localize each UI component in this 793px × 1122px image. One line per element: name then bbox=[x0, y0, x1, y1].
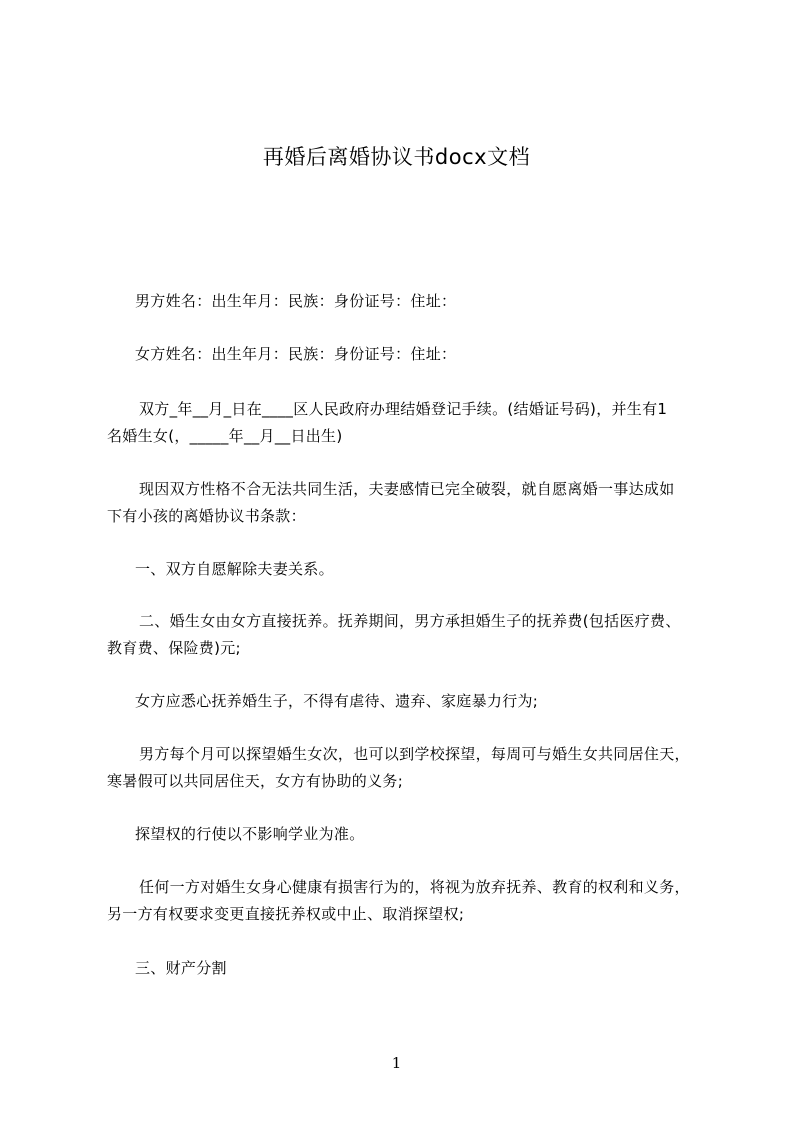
paragraph-marriage-registration bbox=[107, 396, 707, 450]
paragraph-visitation bbox=[107, 741, 707, 795]
paragraph-line: 三、财产分割 bbox=[135, 959, 227, 977]
paragraph-clause-three bbox=[107, 955, 707, 982]
paragraph-line: 现因双方性格不合无法共同生活，夫妻感情已完全破裂，就自愿离婚一事达成如 bbox=[139, 480, 675, 498]
paragraph-line: 下有小孩的离婚协议书条款： bbox=[107, 507, 306, 525]
paragraph-line: 女方应悉心抚养婚生子，不得有虐待、遗弃、家庭暴力行为; bbox=[135, 692, 539, 710]
paragraph-male-info bbox=[107, 288, 707, 315]
paragraph-line: 二、婚生女由女方直接抚养。抚养期间，男方承担婚生子的抚养费(包括医疗费、 bbox=[139, 612, 681, 630]
paragraph-clause-one bbox=[107, 556, 707, 583]
paragraph-line: 名婚生女(，_____年__月__日出生) bbox=[107, 427, 343, 445]
paragraph-divorce-reason bbox=[107, 476, 707, 530]
paragraph-line: 探望权的行使以不影响学业为准。 bbox=[135, 825, 365, 843]
paragraph-line: 一、双方自愿解除夫妻关系。 bbox=[135, 560, 334, 578]
paragraph-line: 任何一方对婚生女身心健康有损害行为的，将视为放弃抚养、教育的权利和义务， bbox=[139, 878, 690, 896]
document-title: 再婚后离婚协议书docx文档 bbox=[262, 145, 531, 169]
paragraph-line: 男方每个月可以探望婚生女次，也可以到学校探望，每周可与婚生女共同居住天， bbox=[139, 745, 690, 763]
paragraph-visitation-limit bbox=[107, 821, 707, 848]
paragraph-clause-two bbox=[107, 608, 707, 662]
paragraph-harm-clause bbox=[107, 874, 707, 928]
paragraph-line: 女方姓名：出生年月：民族：身份证号：住址： bbox=[135, 345, 457, 363]
paragraph-line: 教育费、保险费)元; bbox=[107, 639, 241, 657]
paragraph-female-info bbox=[107, 341, 707, 368]
paragraph-line: 男方姓名：出生年月：民族：身份证号：住址： bbox=[135, 292, 457, 310]
paragraph-line: 双方_年__月_日在____区人民政府办理结婚登记手续。(结婚证号码)，并生有1 bbox=[139, 400, 668, 418]
paragraph-female-duty bbox=[107, 688, 707, 715]
paragraph-line: 另一方有权要求变更直接抚养权或中止、取消探望权; bbox=[107, 905, 465, 923]
paragraph-line: 寒暑假可以共同居住天，女方有协助的义务; bbox=[107, 772, 404, 790]
page-number: 1 bbox=[391, 1054, 402, 1072]
